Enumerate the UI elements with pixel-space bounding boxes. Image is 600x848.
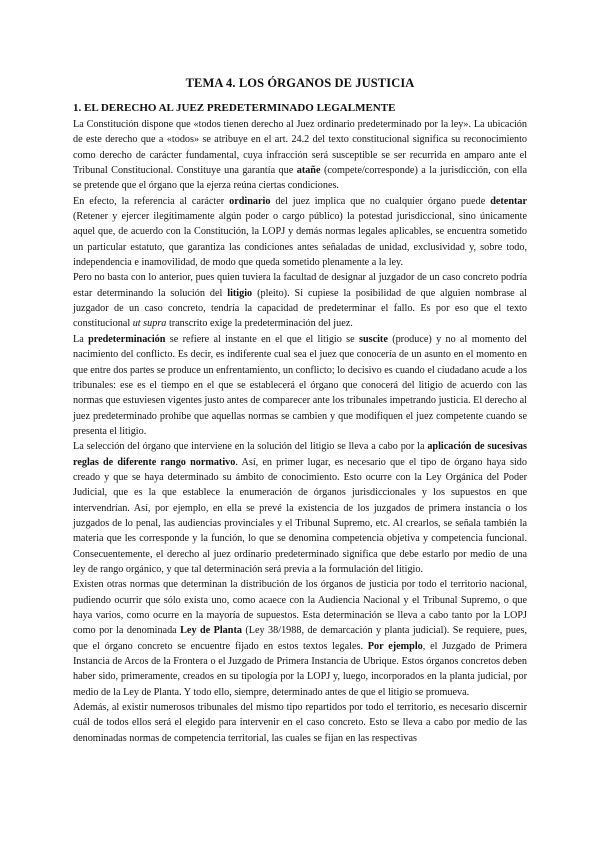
p2-text-end: (Retener y ejercer ilegítimamente algún poder o cargo público) la potestad jurisdiccional, sino únicamente aquel que, de acuerdo con la Constitución, la LOPJ y demás normas legales aplicables, se encuentra sometido un particular estatuto, que garantiza las condiciones antes señaladas de unidad, exclusividad y, sobre todo, independencia e inamovilidad, de modo que queda sometido plenamente a la ley.	[73, 211, 527, 269]
p6-text: Existen otras normas que determinan la distribución de los órganos de justicia por todo el territorio nacional, pudiendo ocurrir que sólo exista uno, como acaece con la Audiencia Nacional y el Tribunal Supremo, o que haya varios, como ocurre en la mayoría de supuestos. Esta determinación se lleva a cabo tanto por la LOPJ como por la denominada	[73, 579, 527, 637]
p2-bold-2: detentar	[490, 195, 527, 207]
p7-text: Además, al existir numerosos tribunales del mismo tipo repartidos por todo el territorio, es necesario discernir cuál de todos ellos será el elegido para intervenir en el caso concreto. Esto se lleva a cabo por medio de las denominadas normas de competencia territorial, las cuales se fijan en las respectivas	[73, 702, 527, 744]
p3-text: Pero no basta con lo anterior, pues quien tuviera la facultad de designar al juzgador de un caso concreto podría estar determinando la solución del	[73, 272, 527, 299]
p2-text-mid: del juez implica que no cualquier órgano puede	[270, 195, 491, 207]
p3-text-mid: (pleito). Si cupiese la posibilidad de que alguien nombrase al juzgador de un caso concreto, tendría la capacidad de predeterminar el fallo. Es por eso que el texto constitucional	[73, 287, 527, 330]
p4-bold-1: predeterminación	[88, 333, 166, 345]
p5-bold: aplicación de sucesivas reglas de diferente rango normativo	[73, 441, 527, 468]
paragraph-2	[73, 194, 527, 271]
paragraph-5	[73, 439, 527, 577]
section-heading: 1. EL DERECHO AL JUEZ PREDETERMINADO LEGALMENTE	[73, 102, 396, 114]
paragraph-3	[73, 270, 527, 331]
p6-bold-1: Ley de Planta	[180, 625, 242, 637]
p5-text: La selección del órgano que interviene en la solución del litigio se lleva a cabo por la	[73, 441, 428, 453]
p4-bold-2: suscite	[358, 333, 388, 345]
p2-bold-1: ordinario	[229, 195, 271, 207]
p1-bold: atañe	[296, 165, 321, 177]
p4-text-end: (produce) y no al momento del nacimiento del conflicto. Es decir, es indiferente cual sea el juez que conocería de un asunto en el momento en que entre dos partes se produce un enfrentamiento, un conflicto; lo decisivo es cuando el ciudadano acude a los tribunales: ese es el tiempo en el que se establecerá el órgano que conocerá del litigio de acuerdo con las normas que estuviesen vigentes justo antes de comparecer ante los tribunales impetrando justicia. El derecho al juez predeterminado prohíbe que aquellas normas se cambien y que modifiquen el juez competente cuando se presenta el litigio.	[73, 333, 527, 437]
p6-text-mid: (Ley 38/1988, de demarcación y planta judicial). Se requiere, pues, que el órgano concreto se encuentre fijado en estos textos legales.	[73, 625, 528, 652]
paragraph-7	[73, 700, 527, 746]
p1-text: La Constitución dispone que «todos tienen derecho al Juez ordinario predeterminado por la ley». La ubicación de este derecho que a «todos» se atribuye en el art. 24.2 del texto constitucional significa su reconocimiento como derecho de carácter fundamental, cuya infracción será susceptible se ser recurrida en amparo ante el Tribunal Constitucional. Constituye una garantía que	[73, 119, 527, 177]
paragraph-6	[73, 577, 527, 700]
p3-text-end: transcrito exige la predeterminación del juez.	[166, 318, 353, 330]
p4-text-mid: se refiere al instante en el que el litigio se	[165, 333, 359, 345]
p4-text: La	[73, 333, 89, 345]
document-body	[73, 117, 527, 746]
p6-bold-2: Por ejemplo	[367, 640, 423, 652]
p3-bold: litigio	[227, 287, 253, 299]
p1-text-end: (compete/corresponde) a la jurisdicción, con ella se pretende que el órgano que la ejerza reúna ciertas condiciones.	[73, 165, 527, 192]
p6-text-end: , el Juzgado de Primera Instancia de Arcos de la Frontera o el Juzgado de Primera Instancia de Ubrique. Estos órganos concretos deben haber sido, primeramente, creados en su tipología por la LOPJ y, luego, incorporados en la planta judicial, por medio de la Ley de Planta. Y todo ello, siempre, determinado antes de que el litigio se promueva.	[73, 640, 528, 698]
paragraph-4	[73, 332, 527, 439]
p2-text: En efecto, la referencia al carácter	[73, 195, 230, 207]
p5-text-end: . Así, en primer lugar, es necesario que el tipo de órgano haya sido creado y que se haya determinado su ámbito de conocimiento. Esto ocurre con la Ley Orgánica del Poder Judicial, que es la que establece la enumeración de órganos jurisdiccionales y los supuestos en que intervendrían. Así, por ejemplo, en ella se prevé la existencia de los juzgados de primera instancia o los juzgados de lo penal, las audiencias provinciales y el Tribunal Supremo, etc. Al crearlos, se señala también la materia que les corresponde y la función, lo que se denomina competencia objetiva y competencia funcional. Consecuentemente, el derecho al juez ordinario predeterminado significa que debe estarlo por medio de una ley de rango orgánico, y que tal determinación será previa a la formulación del litigio.	[73, 456, 527, 575]
paragraph-1	[73, 117, 527, 194]
document-title: TEMA 4. LOS ÓRGANOS DE JUSTICIA	[185, 76, 415, 90]
p3-italic: ut supra	[132, 318, 167, 330]
